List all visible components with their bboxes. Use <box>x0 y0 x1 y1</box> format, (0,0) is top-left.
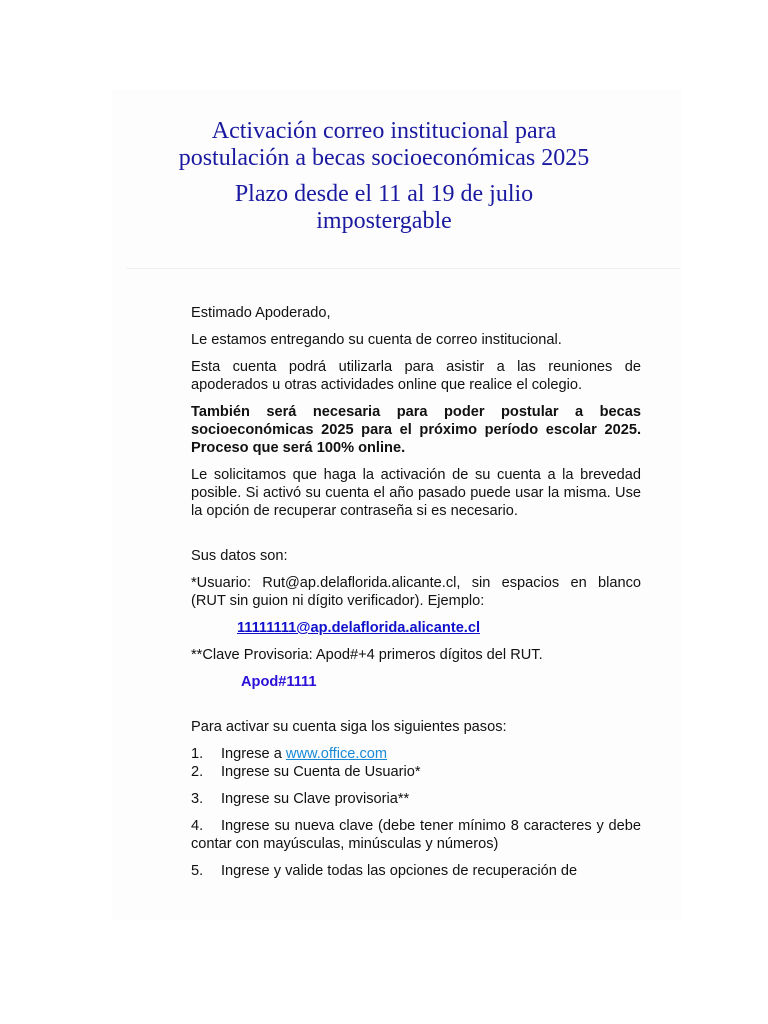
step-text: Ingrese su Clave provisoria** <box>221 791 410 807</box>
step-text: Ingrese a <box>221 746 286 762</box>
step-text: Ingrese y valide todas las opciones de recuperación de <box>221 863 578 879</box>
spacer <box>191 529 641 547</box>
step-5 <box>191 862 641 880</box>
user-instructions: *Usuario: Rut@ap.delaflorida.alicante.cl, sin espacios en blanco (RUT sin guion ni dígito verificador). Ejemplo: <box>191 575 641 609</box>
step-1 <box>191 745 641 763</box>
title-line-1: Activación correo institucional para <box>211 118 557 144</box>
step-text: Ingrese su nueva clave (debe tener mínimo 8 caracteres y debe contar con mayúsculas, minúsculas y números) <box>191 818 641 852</box>
spacer <box>191 700 641 718</box>
step-number: 2. <box>191 764 204 780</box>
paragraph-account: Le estamos entregando su cuenta de correo institucional. <box>191 332 562 348</box>
deadline-line-2: impostergable <box>316 208 452 234</box>
step-text: Ingrese su Cuenta de Usuario* <box>221 764 421 780</box>
password-example: Apod#1111 <box>241 674 317 690</box>
step-number: 5. <box>191 863 204 879</box>
office-link[interactable]: www.office.com <box>285 746 388 762</box>
document-header <box>112 118 656 235</box>
step-number: 4. <box>191 818 204 834</box>
steps-intro: Para activar su cuenta siga los siguientes pasos: <box>191 719 507 735</box>
step-number: 1. <box>191 746 204 762</box>
step-number: 3. <box>191 791 204 807</box>
document-body <box>191 304 641 889</box>
header-divider <box>126 268 680 269</box>
step-4 <box>191 817 641 853</box>
deadline-line-1: Plazo desde el 11 al 19 de julio <box>234 181 534 207</box>
paragraph-scholarship: También será necesaria para poder postular a becas socioeconómicas 2025 para el próximo período escolar 2025. Proceso que será 100% online. <box>191 404 641 456</box>
title-line-2: postulación a becas socioeconómicas 2025 <box>178 145 590 171</box>
deadline-heading <box>112 181 656 235</box>
data-intro: Sus datos son: <box>191 548 288 564</box>
step-2 <box>191 763 641 781</box>
user-example-link[interactable]: 11111111@ap.delaflorida.alicante.cl <box>237 620 481 636</box>
document-title <box>112 118 656 172</box>
paragraph-activation: Le solicitamos que haga la activación de su cuenta a la brevedad posible. Si activó su cuenta el año pasado puede usar la misma. Use la opción de recuperar contraseña si es necesario. <box>191 467 641 519</box>
step-3 <box>191 790 641 808</box>
greeting: Estimado Apoderado, <box>191 305 331 321</box>
password-instructions: **Clave Provisoria: Apod#+4 primeros dígitos del RUT. <box>191 647 543 663</box>
paragraph-usage: Esta cuenta podrá utilizarla para asistir a las reuniones de apoderados u otras actividades online que realice el colegio. <box>191 359 641 393</box>
